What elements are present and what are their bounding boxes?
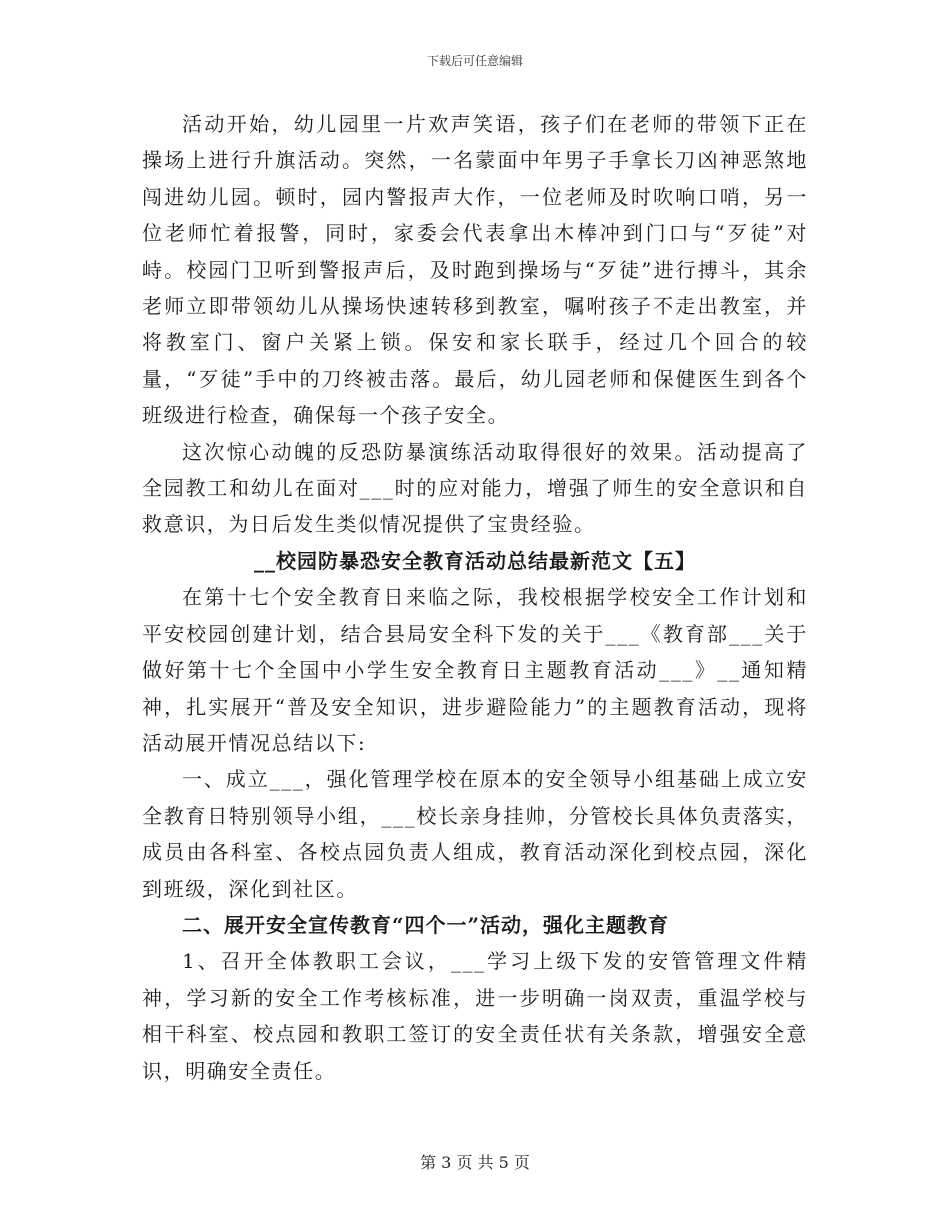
paragraph-safety-day-intro: 在第十七个安全教育日来临之际，我校根据学校安全工作计划和平安校园创建计划，结合县局安全科下发的关于___《教育部___关于做好第十七个全国中小学生安全教育日主题教育活动___》__通知精神，扎实展开“普及安全知识，进步避险能力”的主题教育活动，现将活动展开情况总结以下: [142,585,808,755]
paragraph-leadership-group: 一、成立___，强化管理学校在原本的安全领导小组基础上成立安全教育日特别领导小组，___校长亲身挂帅，分管校长具体负责落实，成员由各科室、各校点园负责人组成，教育活动深化到校点园，深化到班级，深化到社区。 [142,767,808,901]
page-number: 第 3 页 共 5 页 [420,1153,530,1172]
paragraph-activity-start: 活动开始，幼儿园里一片欢声笑语，孩子们在老师的带领下正在操场上进行升旗活动。突然，一名蒙面中年男子手拿长刀凶神恶煞地闯进幼儿园。顿时，园内警报声大作，一位老师及时吹响口哨，另一位老师忙着报警，同时，家委会代表拿出木棒冲到门口与“歹徒”对峙。校园门卫听到警报声后，及时跑到操场与“歹徒”进行搏斗，其余老师立即带领幼儿从操场快速转移到教室，嘱咐孩子不走出教室，并将教室门、窗户关紧上锁。保安和家长联手，经过几个回合的较量，“歹徒”手中的刀终被击落。最后，幼儿园老师和保健医生到各个班级进行检查，确保每一个孩子安全。 [142,112,808,428]
page-header: 下载后可任意编辑 [426,54,523,68]
section-title-five: __校园防暴恐安全教育活动总结最新范文【五】 [254,548,696,573]
document-body [142,106,808,1089]
paragraph-drill-effect: 这次惊心动魄的反恐防暴演练活动取得很好的效果。活动提高了全园教工和幼儿在面对___时的应对能力，增强了师生的安全意识和自救意识，为日后发生类似情况提供了宝贵经验。 [142,439,808,537]
section-heading-four-ones: 二、展开安全宣传教育“四个一”活动，强化主题教育 [182,912,670,937]
paragraph-staff-meeting: 1、召开全体教职工会议，___学习上级下发的安管管理文件精神，学习新的安全工作考核标准，进一步明确一岗双责，重温学校与相干科室、校点园和教职工签订的安全责任状有关条款，增强安全意识，明确安全责任。 [142,949,808,1083]
